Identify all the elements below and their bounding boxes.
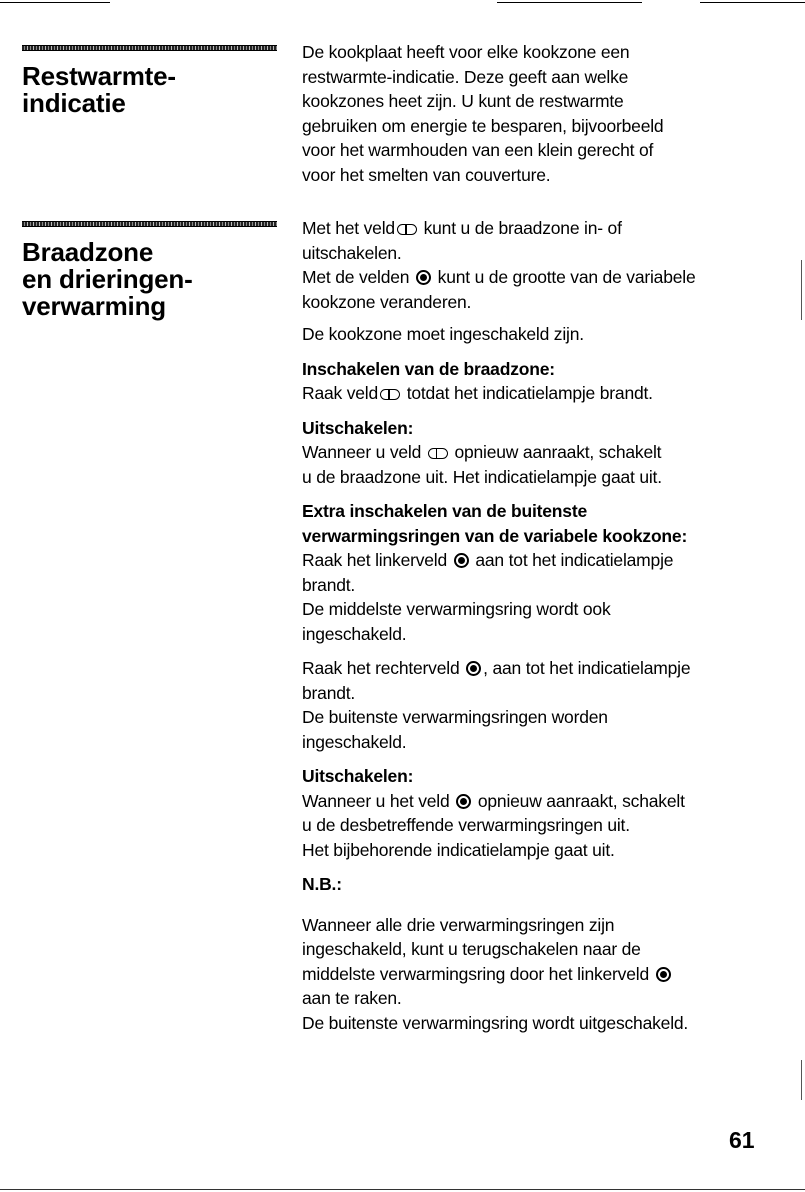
section-heading: [22, 63, 277, 117]
body-line: De middelste verwarmingsring wordt ook: [302, 599, 611, 619]
section-restwarmte-heading-block: [22, 45, 277, 117]
text: opnieuw aanraakt, schakelt: [449, 442, 662, 462]
section-braadzone-heading-block: [22, 221, 277, 320]
top-edge-line: [0, 2, 110, 3]
body-line: kookzones heet zijn. U kunt de restwarmte: [302, 91, 624, 111]
text: aan tot het indicatielampje: [470, 550, 674, 570]
subheading: Uitschakelen:: [302, 417, 414, 438]
margin-tick: [801, 1060, 802, 1100]
body-line: aan te raken.: [302, 988, 402, 1008]
body-line: brandt.: [302, 682, 356, 703]
bridge-zone-symbol-icon: [397, 224, 417, 235]
top-edge-line: [497, 2, 642, 3]
margin-tick: [801, 260, 802, 320]
body-line: u de desbetreffende verwarmingsringen uit.: [302, 815, 630, 835]
text: Met het veld: [302, 218, 395, 238]
subheading: verwarmingsringen van de variabele kookzone:: [302, 525, 688, 546]
body-line: [302, 789, 752, 814]
section-heading: [22, 239, 277, 320]
ring-zone-symbol-icon: [656, 967, 671, 982]
text: middelste verwarmingsring door het linkerveld: [302, 963, 649, 984]
body-line: Het bijbehorende indicatielampje gaat uit.: [302, 839, 615, 860]
body-line: restwarmte-indicatie. Deze geeft aan welke: [302, 66, 629, 87]
heading-line: Restwarmte-: [22, 61, 176, 91]
body-line: gebruiken om energie te besparen, bijvoorbeeld: [302, 115, 664, 136]
body-line: De buitenste verwarmingsringen worden: [302, 707, 608, 727]
body-line: [302, 548, 752, 573]
body-line: [302, 381, 752, 406]
body-line: [302, 216, 752, 241]
ring-zone-symbol-icon: [416, 270, 431, 285]
text: totdat het indicatielampje brandt.: [402, 383, 653, 403]
bridge-zone-symbol-icon: [428, 448, 448, 459]
body-line: ingeschakeld.: [302, 623, 407, 644]
bridge-zone-symbol-icon: [380, 389, 400, 400]
body-line: uitschakelen.: [302, 242, 402, 263]
heading-line: en drieringen-: [22, 264, 193, 294]
text: Raak het linkerveld: [302, 550, 448, 570]
text: opnieuw aanraakt, schakelt: [473, 790, 685, 811]
subheading: Inschakelen van de braadzone:: [302, 358, 555, 379]
text: Raak het rechterveld: [302, 658, 460, 678]
body-line: [302, 656, 752, 681]
heading-line: Braadzone: [22, 237, 154, 267]
subheading: Extra inschakelen van de buitenste: [302, 501, 587, 521]
top-edge-line: [700, 2, 805, 3]
section-rule: [22, 45, 277, 51]
subheading: Uitschakelen:: [302, 766, 414, 786]
ring-zone-symbol-icon: [466, 661, 481, 676]
ring-zone-symbol-icon: [454, 553, 469, 568]
text: Wanneer u het veld: [302, 790, 450, 811]
body-line: kookzone veranderen.: [302, 291, 472, 312]
body-line: De kookzone moet ingeschakeld zijn.: [302, 324, 584, 344]
page-number: 61: [729, 1127, 755, 1153]
heading-line: verwarming: [22, 291, 166, 321]
text: kunt u de grootte van de variabele: [433, 267, 696, 287]
text: Met de velden: [302, 267, 410, 287]
section-braadzone-body: [302, 216, 752, 1035]
body-line: ingeschakeld, kunt u terugschakelen naar de: [302, 939, 641, 959]
body-line: u de braadzone uit. Het indicatielampje gaat uit.: [302, 466, 662, 487]
body-line: [302, 265, 752, 290]
body-line: De buitenste verwarmingsring wordt uitgeschakeld.: [302, 1012, 689, 1033]
bottom-edge-line: [0, 1189, 805, 1190]
section-rule: [22, 221, 277, 227]
body-line: [302, 440, 752, 465]
body-line: ingeschakeld.: [302, 731, 407, 752]
body-line: De kookplaat heeft voor elke kookzone een: [302, 42, 630, 62]
text: , aan tot het indicatielampje: [483, 658, 691, 678]
text: kunt u de braadzone in- of: [418, 218, 622, 238]
body-line: Wanneer alle drie verwarmingsringen zijn: [302, 914, 615, 935]
heading-line: indicatie: [22, 88, 126, 118]
body-line: voor het warmhouden van een klein gerecht of: [302, 140, 654, 160]
section-restwarmte-body: [302, 40, 752, 187]
body-line: brandt.: [302, 574, 356, 595]
body-line: [302, 962, 752, 987]
text: Raak veld: [302, 383, 379, 403]
ring-zone-symbol-icon: [456, 794, 471, 809]
text: Wanneer u veld: [302, 442, 422, 462]
body-line: voor het smelten van couverture.: [302, 164, 551, 185]
subheading: N.B.:: [302, 874, 342, 894]
